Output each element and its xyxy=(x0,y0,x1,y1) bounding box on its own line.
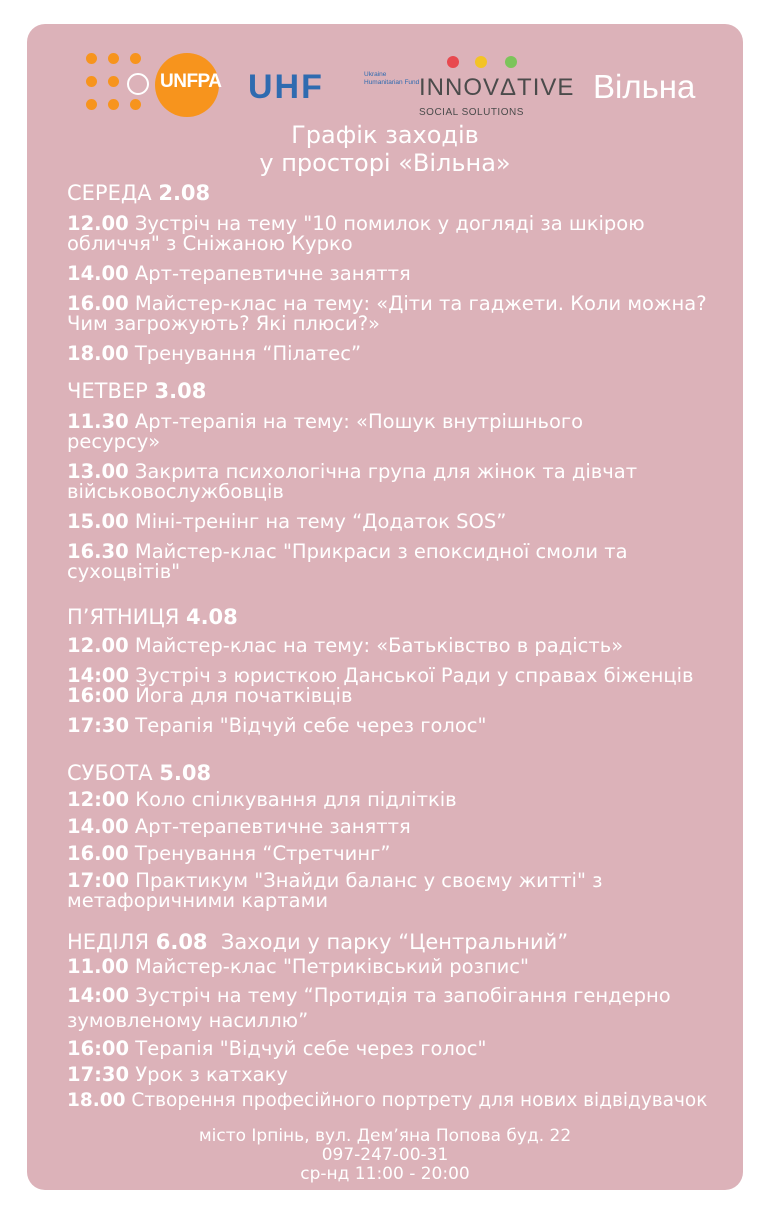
event xyxy=(67,264,743,284)
innovative-wordmark: INNOVΔTIVE xyxy=(419,74,575,101)
event xyxy=(67,817,743,837)
event-time: 12:00 xyxy=(67,788,130,811)
traffic-light-red-icon xyxy=(447,56,459,68)
uhf-wordmark: UHF xyxy=(248,68,324,106)
event-time: 11.30 xyxy=(67,410,129,433)
event xyxy=(67,686,743,706)
unfpa-wordmark: UNFPA xyxy=(160,71,222,92)
address: місто Ірпінь, вул. Дем’яна Попова буд. 22 xyxy=(198,1126,572,1146)
day-extra: Заходи у парку “Центральний” xyxy=(220,930,569,954)
event-time: 12.00 xyxy=(67,634,129,657)
contact-footer xyxy=(27,1127,743,1184)
event-text-cont: зумовленому насиллю” xyxy=(67,1009,309,1032)
innovative-subtitle: SOCIAL SOLUTIONS xyxy=(419,107,524,118)
event-text: Арт-терапевтичне заняття xyxy=(134,262,411,285)
event-text: Коло спілкування для підлітків xyxy=(135,788,457,811)
event-time: 15.00 xyxy=(67,510,129,533)
event-text: Арт-терапевтичне заняття xyxy=(134,815,411,838)
event xyxy=(67,542,743,582)
phone-number: 097-247-00-31 xyxy=(321,1145,449,1165)
event-time: 17:30 xyxy=(67,1063,130,1086)
event xyxy=(67,1065,743,1085)
event-text: Терапія "Відчуй себе через голос" xyxy=(135,1037,487,1060)
day-date: 4.08 xyxy=(185,605,238,629)
event xyxy=(67,462,743,502)
event xyxy=(67,294,743,334)
event-text: Зустріч з юристкою Данської Ради у справах біженців xyxy=(135,664,694,687)
day-block xyxy=(67,180,743,364)
event-time: 11.00 xyxy=(67,955,129,978)
event xyxy=(67,957,743,977)
event-text: Створення професійного портрету для нових відвідувачок xyxy=(131,1090,708,1111)
event-time: 13.00 xyxy=(67,460,129,483)
event-text: Арт-терапія на тему: «Пошук внутрішнього xyxy=(134,410,584,433)
title-line-1: Графік заходів xyxy=(291,121,479,149)
event-text-cont: метафоричними картами xyxy=(67,889,328,912)
day-name: СУБОТА xyxy=(67,761,153,785)
event-text: Йога для початківців xyxy=(135,684,353,707)
event xyxy=(67,871,743,911)
page-title xyxy=(27,121,743,177)
event-text: Зустріч на тему “Протидія та запобігання гендерно xyxy=(135,984,671,1007)
opening-hours: ср-нд 11:00 - 20:00 xyxy=(300,1164,470,1184)
day-name: НЕДІЛЯ xyxy=(67,930,150,954)
day-block xyxy=(67,604,743,736)
event-text: Практикум "Знайди баланс у своєму житті" з xyxy=(135,869,603,892)
uhf-subtitle: Ukraine Humanitarian Fund xyxy=(364,71,420,86)
event-time: 17:00 xyxy=(67,869,130,892)
event xyxy=(67,214,743,254)
partner-logos xyxy=(27,24,743,124)
day-name: СЕРЕДА xyxy=(67,181,152,205)
event-text: Майстер-клас "Петриківський розпис" xyxy=(134,955,529,978)
event-text: Майстер-клас на тему: «Діти та гаджети. Коли можна? xyxy=(134,292,707,315)
event xyxy=(67,636,743,656)
poster-card xyxy=(27,24,743,1190)
event-text: Закрита психологічна група для жінок та дівчат xyxy=(134,460,638,483)
day-date: 2.08 xyxy=(158,181,211,205)
title-line-2: у просторі «Вільна» xyxy=(259,149,511,177)
event-time: 17:30 xyxy=(67,714,130,737)
event-text: Тренування “Пілатес” xyxy=(134,342,362,365)
event xyxy=(67,844,743,864)
event-text-cont: ресурсу» xyxy=(67,430,161,453)
day-heading xyxy=(67,378,743,404)
day-block xyxy=(67,929,743,1111)
event-text-cont: військовослужбовців xyxy=(67,480,284,503)
day-name: ЧЕТВЕР xyxy=(67,379,148,403)
traffic-light-green-icon xyxy=(505,56,517,68)
traffic-light-yellow-icon xyxy=(475,56,487,68)
event-time: 14:00 xyxy=(67,664,130,687)
day-heading xyxy=(67,604,743,630)
event-time: 16.00 xyxy=(67,292,129,315)
event xyxy=(67,512,743,532)
day-date: 6.08 xyxy=(155,930,208,954)
event xyxy=(67,666,743,686)
event xyxy=(67,716,743,736)
day-heading xyxy=(67,929,743,955)
day-block xyxy=(67,760,743,911)
event-time: 14.00 xyxy=(67,815,129,838)
day-block xyxy=(67,378,743,582)
event xyxy=(67,1091,743,1111)
event-time: 16.00 xyxy=(67,842,129,865)
vilna-logo: Вільна xyxy=(593,68,696,105)
event-time: 16.30 xyxy=(67,540,129,563)
event-text-cont: Чим загрожують? Які плюси?» xyxy=(67,312,380,335)
event-text: Урок з катхаку xyxy=(135,1063,288,1086)
event-text-cont: сухоцвітів" xyxy=(67,560,181,583)
event xyxy=(67,412,743,452)
day-date: 3.08 xyxy=(154,379,207,403)
event-time: 18.00 xyxy=(67,342,129,365)
event xyxy=(67,983,743,1033)
event-text: Майстер-клас "Прикраси з епоксидної смоли та xyxy=(134,540,628,563)
event-time: 16:00 xyxy=(67,1037,130,1060)
innovative-logo xyxy=(419,56,579,122)
event-text: Терапія "Відчуй себе через голос" xyxy=(135,714,487,737)
event-text: Міні-тренінг на тему “Додаток SOS” xyxy=(134,510,507,533)
event-text: Зустріч на тему "10 помилок у догляді за шкірою xyxy=(134,212,645,235)
event xyxy=(67,344,743,364)
day-heading xyxy=(67,760,743,786)
event-time: 16:00 xyxy=(67,684,130,707)
event-time: 14:00 xyxy=(67,984,130,1007)
event-time: 12.00 xyxy=(67,212,129,235)
schedule xyxy=(67,180,743,1111)
day-name: П’ЯТНИЦЯ xyxy=(67,605,180,629)
event-text-cont: обличчя" з Сніжаною Курко xyxy=(67,232,353,255)
unfpa-logo xyxy=(83,50,223,120)
event-text: Майстер-клас на тему: «Батьківство в радість» xyxy=(134,634,624,657)
day-date: 5.08 xyxy=(159,761,212,785)
event-time: 18.00 xyxy=(67,1090,126,1111)
event-time: 14.00 xyxy=(67,262,129,285)
day-heading xyxy=(67,180,743,206)
event-text: Тренування “Стретчинг” xyxy=(134,842,391,865)
un-emblem-icon xyxy=(127,73,149,95)
event xyxy=(67,790,743,810)
event xyxy=(67,1039,743,1059)
